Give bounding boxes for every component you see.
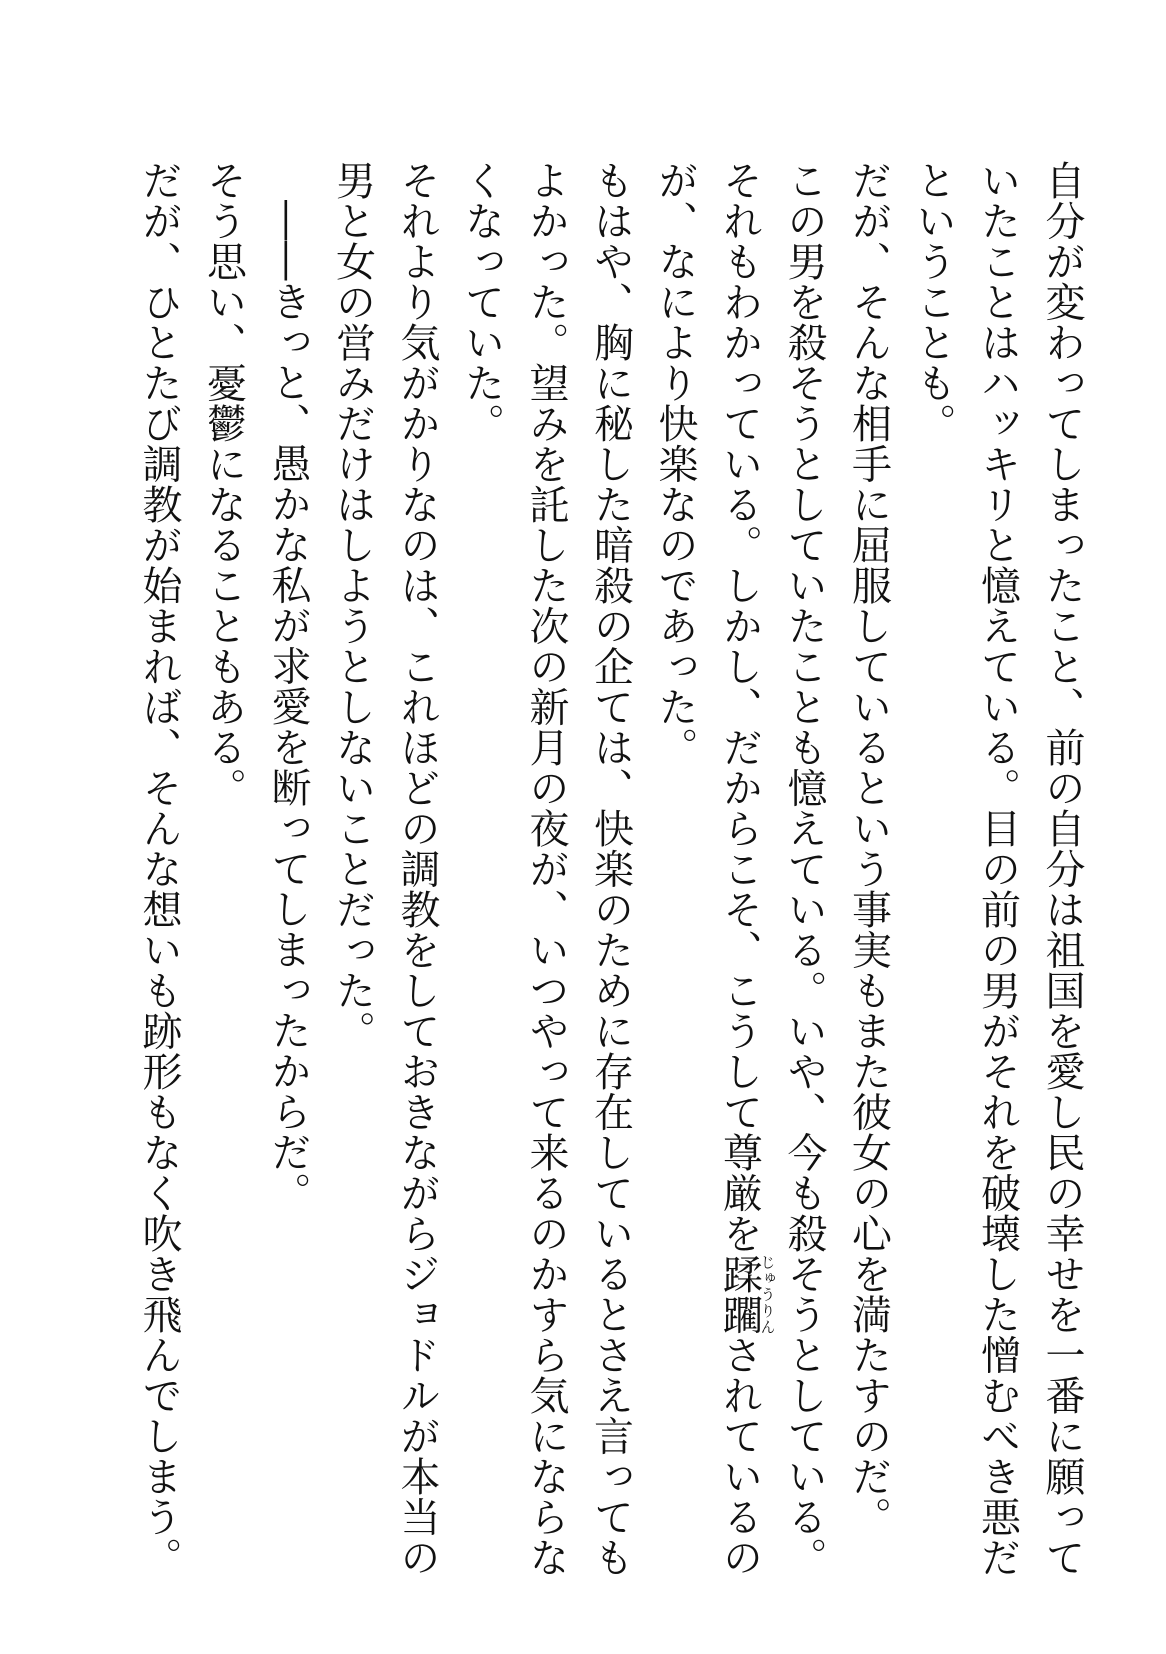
paragraph-4: もはや、胸に秘した暗殺の企ては、快楽のために存在しているとさえ言ってもよかった。望みを託した次の新月の夜が、いつやって来るのかすら気にならなくなっていた。 [458,160,634,1578]
paragraph-3 [643,160,837,1600]
paragraph-5: それより気がかりなのは、これほどの調教をしておきながらジョドルが本当の男と女の営みだけはしようとしないことだった。 [329,160,440,1578]
paragraph-2: だが、そんな相手に屈服しているという事実もまた彼女の心を満たすのだ。 [845,160,892,1537]
ruby-word [716,1253,777,1335]
ruby-reading: じゅうりん [758,1253,777,1335]
paragraph-8: だが、ひとたび調教が始まれば、そんな想いも跡形もなく吹き飛んでしまう。 [136,160,182,1578]
vertical-text-body [127,160,1095,1600]
ruby-base: 蹂躙 [716,1253,763,1335]
paragraph-6: ――きっと、愚かな私が求愛を断ってしまったからだ。 [265,200,311,1213]
paragraph-7: そう思い、憂鬱になることもある。 [200,160,247,808]
paragraph-3-tail: されているのが、なにより快楽なのであった。 [652,160,763,1578]
paragraph-3-lead: この男を殺そうとしていたことも憶えている。いや、今も殺そうとしている。それもわかっている。しかし、だからこそ、こうして尊厳を [716,160,827,1578]
paragraph-1: 自分が変わってしまったこと、前の自分は祖国を愛し民の幸せを一番に願っていたことはハッキリと憶えている。目の前の男がそれを破壊した憎むべき悪だということも。 [910,160,1085,1578]
